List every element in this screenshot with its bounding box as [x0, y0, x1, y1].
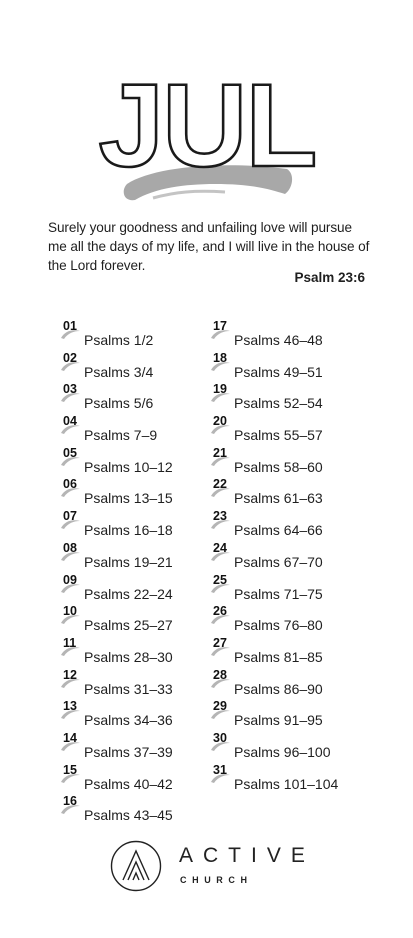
- reading-entry: [60, 570, 210, 602]
- day-number: 09: [63, 572, 77, 587]
- reading-passage: Psalms 86–90: [234, 680, 323, 697]
- day-number: 25: [213, 572, 227, 587]
- reading-passage: Psalms 96–100: [234, 743, 331, 760]
- reading-passage: Psalms 37–39: [84, 743, 173, 760]
- day-number: 13: [63, 699, 77, 714]
- day-number: 31: [213, 762, 227, 777]
- day-number: 10: [63, 604, 77, 619]
- reading-entry: [60, 379, 210, 411]
- day-number: 08: [63, 540, 77, 555]
- reading-passage: Psalms 61–63: [234, 490, 323, 507]
- reading-passage: Psalms 7–9: [84, 427, 158, 444]
- month-title: [95, 66, 320, 186]
- day-number: 06: [63, 477, 77, 492]
- reading-entry: [60, 411, 210, 443]
- reading-passage: Psalms 58–60: [234, 458, 323, 475]
- reading-entry: [60, 760, 210, 792]
- day-number: 21: [213, 445, 227, 460]
- reading-passage: Psalms 16–18: [84, 522, 173, 539]
- reading-passage: Psalms 71–75: [234, 585, 323, 602]
- verse-text: Surely your goodness and unfailing love will pursue me all the days of my life, and I will live in the house of the Lord forever.: [48, 220, 370, 273]
- reading-entry: [210, 570, 360, 602]
- reading-passage: Psalms 101–104: [234, 775, 339, 792]
- day-number: 14: [63, 730, 77, 745]
- reading-entry: [60, 506, 210, 538]
- reading-passage: Psalms 19–21: [84, 553, 173, 570]
- reading-entry: [60, 601, 210, 633]
- logo-subtitle: CHURCH: [180, 875, 253, 885]
- month-title-text: JUL: [98, 66, 316, 186]
- reading-entry: [60, 348, 210, 380]
- day-number: 02: [63, 350, 77, 365]
- day-number: 24: [213, 540, 227, 555]
- reading-entry: [60, 696, 210, 728]
- day-number: 17: [213, 319, 227, 333]
- reading-entry: [210, 443, 360, 475]
- reading-entry: [60, 443, 210, 475]
- day-number: 12: [63, 667, 77, 682]
- reading-entry: [210, 633, 360, 665]
- reading-passage: Psalms 10–12: [84, 458, 173, 475]
- day-number: 04: [63, 414, 77, 429]
- reading-entry: [60, 665, 210, 697]
- reading-entry: [210, 379, 360, 411]
- reading-entry: [60, 728, 210, 760]
- reading-entry: [60, 474, 210, 506]
- reading-list-right: [210, 316, 360, 791]
- day-number: 05: [63, 445, 77, 460]
- day-number: 29: [213, 699, 227, 714]
- reading-entry: [60, 316, 210, 348]
- logo-name: ACTIVE: [179, 844, 315, 867]
- reading-passage: Psalms 25–27: [84, 617, 173, 634]
- day-number: 11: [63, 635, 77, 650]
- reading-passage: Psalms 67–70: [234, 553, 323, 570]
- day-number: 03: [63, 382, 77, 397]
- active-church-logo-icon: [110, 840, 162, 892]
- reading-passage: Psalms 64–66: [234, 522, 323, 539]
- month-header: [95, 66, 320, 216]
- day-number: 22: [213, 477, 227, 492]
- reading-list-left: [60, 316, 210, 823]
- day-number: 26: [213, 604, 227, 619]
- reading-entry: [210, 411, 360, 443]
- reading-passage: Psalms 1/2: [84, 332, 154, 348]
- day-number: 16: [63, 794, 77, 809]
- day-number: 27: [213, 635, 227, 650]
- reading-entry: [60, 538, 210, 570]
- reading-passage: Psalms 81–85: [234, 648, 323, 665]
- reading-entry: [210, 348, 360, 380]
- reading-passage: Psalms 5/6: [84, 395, 154, 412]
- reading-passage: Psalms 76–80: [234, 617, 323, 634]
- reading-passage: Psalms 55–57: [234, 427, 323, 444]
- reading-entry: [210, 538, 360, 570]
- reading-passage: Psalms 34–36: [84, 712, 173, 729]
- verse-reference: Psalm 23:6: [294, 270, 365, 285]
- reading-passage: Psalms 91–95: [234, 712, 323, 729]
- reading-entry: [210, 316, 360, 348]
- reading-entry: [210, 506, 360, 538]
- day-number: 01: [63, 319, 77, 333]
- reading-entry: [210, 474, 360, 506]
- reading-entry: [210, 696, 360, 728]
- day-number: 19: [213, 382, 227, 397]
- reading-passage: Psalms 46–48: [234, 332, 323, 348]
- day-number: 30: [213, 730, 227, 745]
- reading-entry: [210, 601, 360, 633]
- reading-entry: [210, 728, 360, 760]
- reading-passage: Psalms 22–24: [84, 585, 173, 602]
- reading-passage: Psalms 31–33: [84, 680, 173, 697]
- reading-passage: Psalms 40–42: [84, 775, 173, 792]
- reading-passage: Psalms 13–15: [84, 490, 173, 507]
- day-number: 28: [213, 667, 227, 682]
- reading-entry: [210, 665, 360, 697]
- reading-passage: Psalms 43–45: [84, 807, 173, 824]
- reading-entry: [210, 760, 360, 792]
- reading-passage: Psalms 52–54: [234, 395, 323, 412]
- church-logo: [110, 840, 315, 892]
- day-number: 15: [63, 762, 77, 777]
- reading-passage: Psalms 49–51: [234, 363, 323, 380]
- day-number: 18: [213, 350, 227, 365]
- day-number: 23: [213, 509, 227, 524]
- reading-passage: Psalms 28–30: [84, 648, 173, 665]
- reading-entry: [60, 633, 210, 665]
- reading-passage: Psalms 3/4: [84, 363, 154, 380]
- reading-entry: [60, 791, 210, 823]
- day-number: 20: [213, 414, 227, 429]
- day-number: 07: [63, 509, 77, 524]
